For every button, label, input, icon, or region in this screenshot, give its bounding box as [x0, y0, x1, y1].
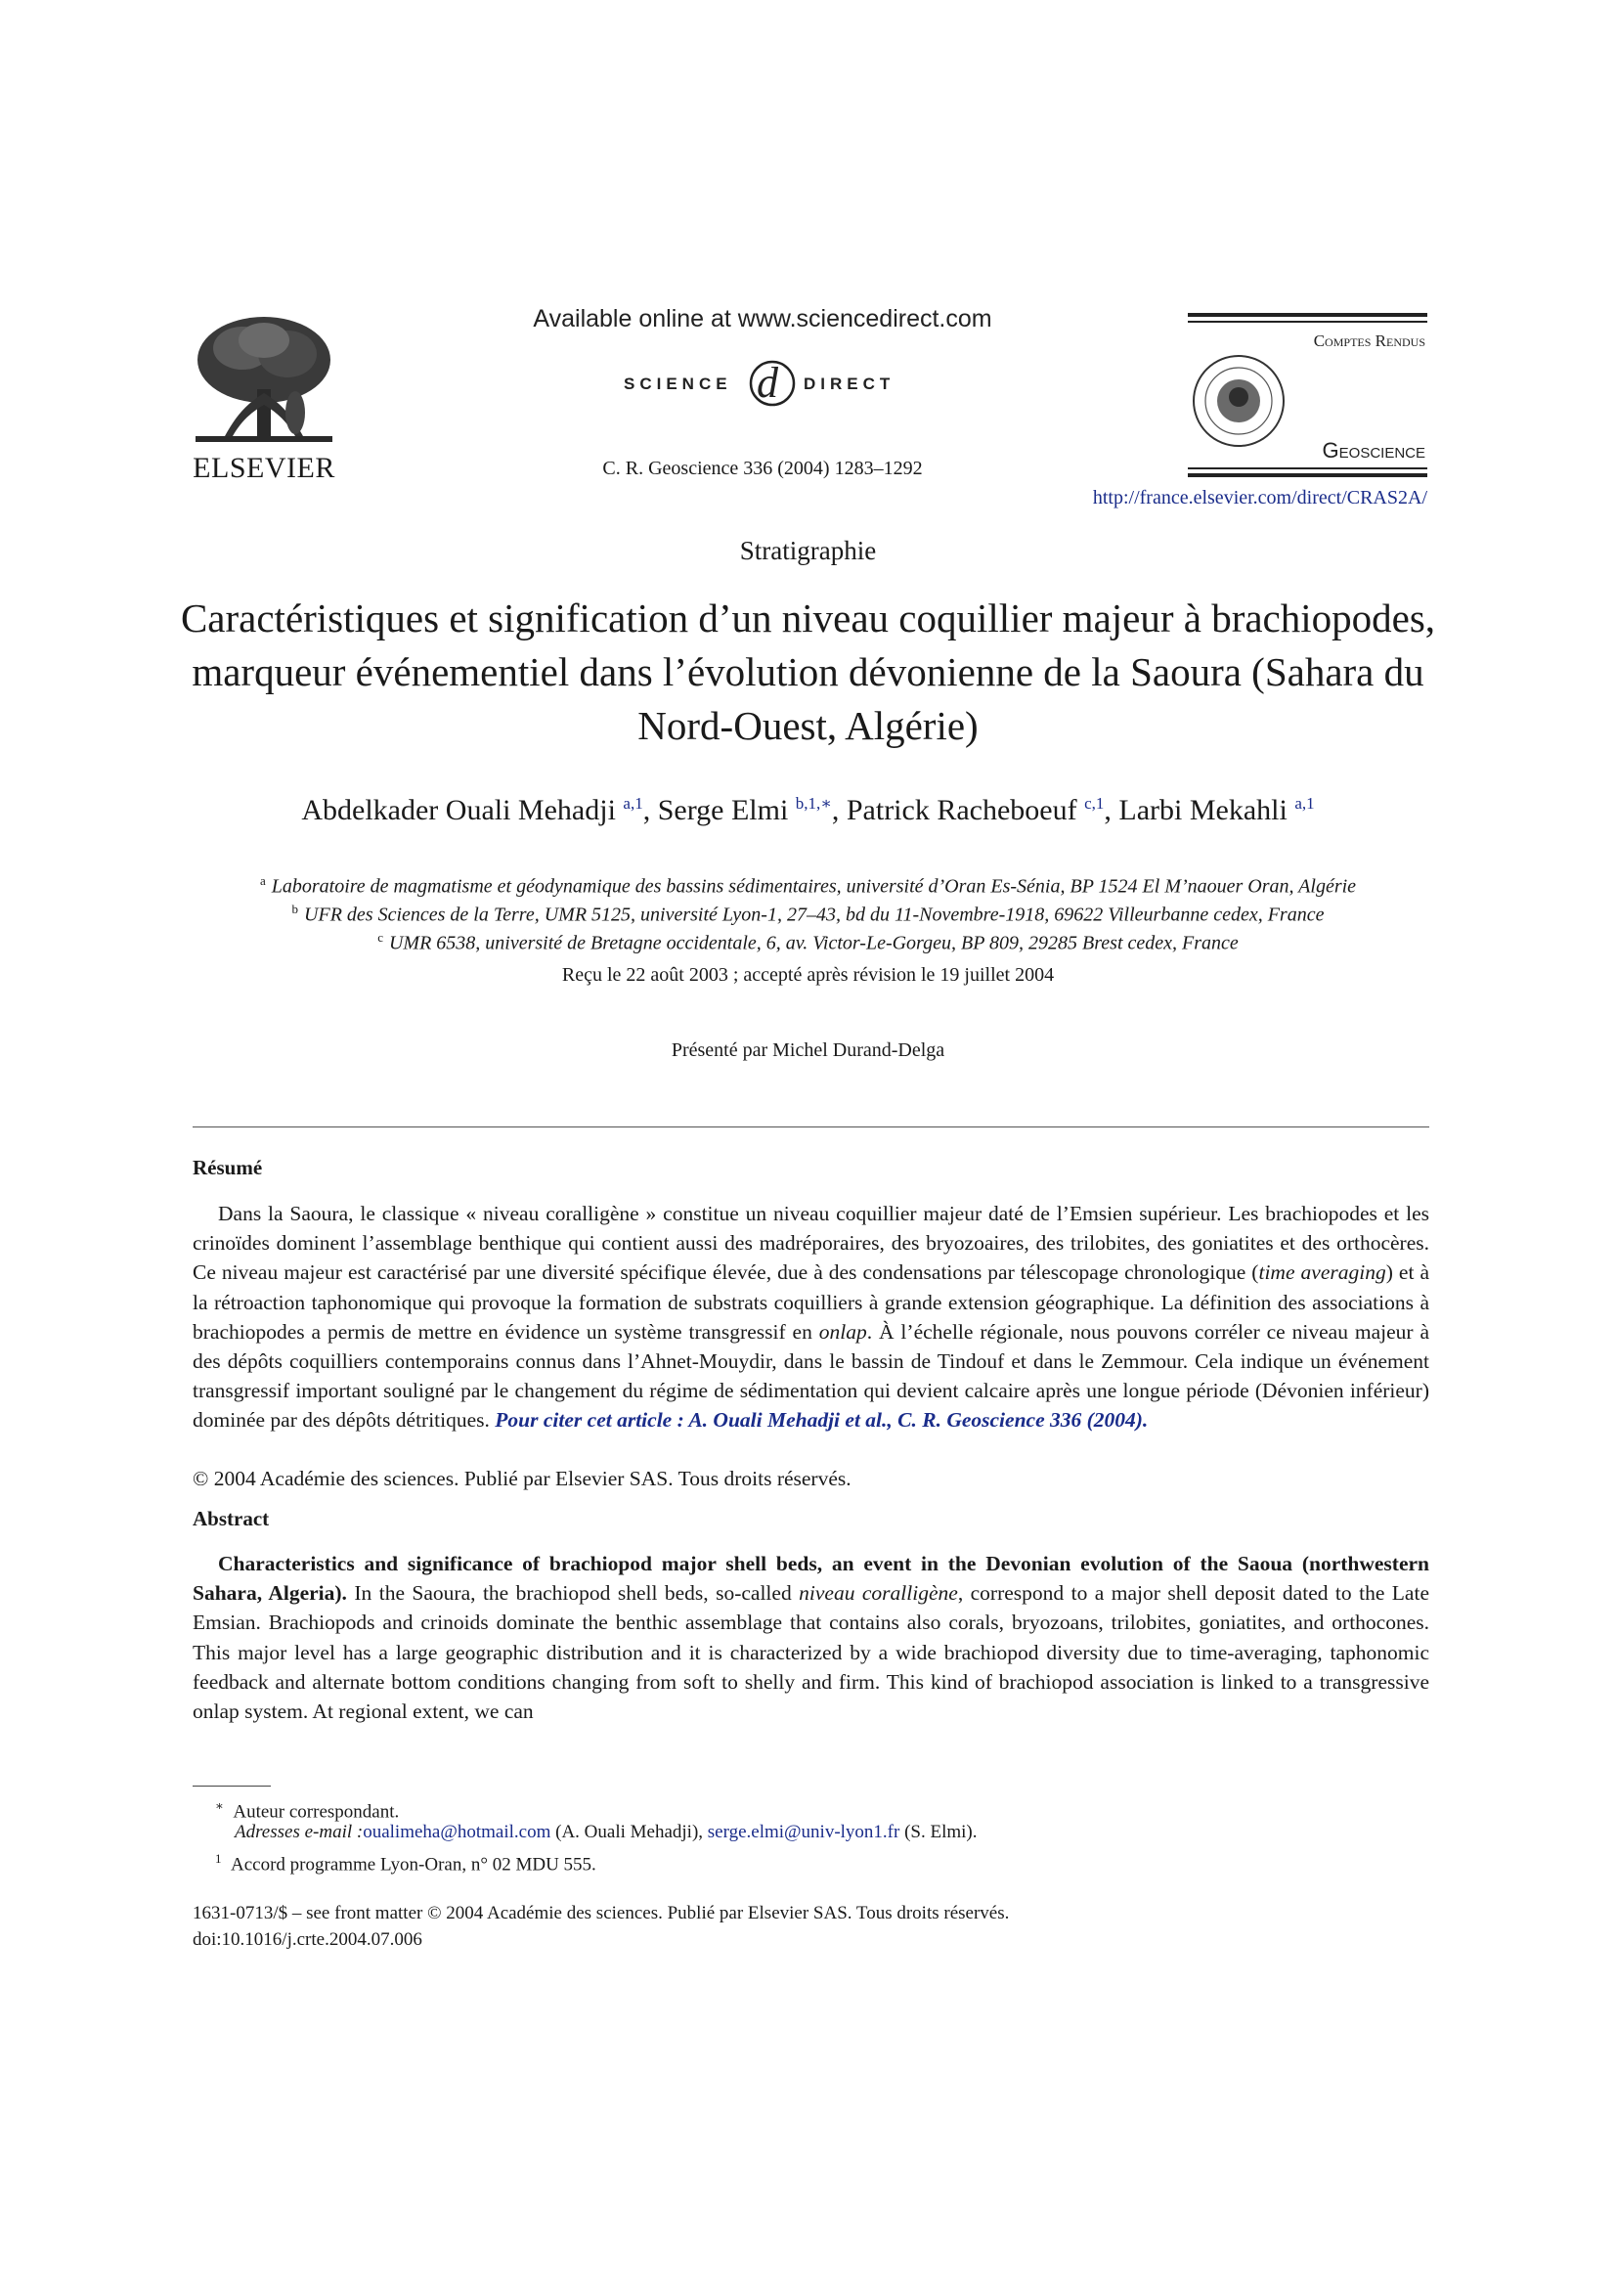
affiliation-text: UFR des Sciences de la Terre, UMR 5125, université Lyon-1, 27–43, bd du 11-Novembre-1918, 69622 Villeurbanne cedex, France — [304, 904, 1325, 926]
affiliation-mark: c — [377, 930, 383, 945]
affiliation-text: UMR 6538, université de Bretagne occidentale, 6, av. Victor-Le-Gorgeu, BP 809, 29285 Brest cedex, France — [388, 932, 1239, 954]
abstract-bold-title: Characteristics and significance of brachiopod major shell beds, an event in the Devonian evolution of the Saoua (northwestern Sahara, Algeria). — [193, 1552, 1429, 1606]
article-title: Caractéristiques et signification d’un niveau coquillier majeur à brachiopodes, marqueur événementiel dans l’évolution dévonienne de la Saoura (Sahara du Nord-Ouest, Algérie) — [180, 596, 1436, 748]
publisher-name: ELSEVIER — [193, 452, 335, 484]
footnote-divider — [193, 1786, 271, 1787]
resume-copyright: © 2004 Académie des sciences. Publié par Elsevier SAS. Tous droits réservés. — [193, 1467, 852, 1490]
resume-italic: time averaging — [1258, 1260, 1386, 1285]
section-heading: Stratigraphie — [739, 536, 877, 565]
author-name: Serge Elmi — [657, 794, 789, 826]
issn-copyright-line: 1631-0713/$ – see front matter © 2004 Académie des sciences. Publié par Elsevier SAS. Tous droits réservés. — [193, 1903, 1010, 1923]
presented-by: Présenté par Michel Durand-Delga — [671, 1039, 945, 1061]
author-affil-link[interactable]: c,1 — [1084, 794, 1105, 813]
author-list: Abdelkader Ouali Mehadji $^{a,1}$, Serge Elmi $^{b,1,∗}$, Patrick Racheboeuf $^{c,1}$, Larbi Mekahli $^{a,1}$ — [301, 794, 1315, 826]
journal-url-link[interactable]: http://france.elsevier.com/direct/CRAS2A/ — [1092, 487, 1427, 508]
abstract-italic: niveau coralligène — [799, 1581, 958, 1606]
resume-span: ) et à la rétroaction taphonomique qui provoque la formation de substrats coquilliers à grande extension géographique. La définition des associations à brachiopodes a permis de mettre en évidence un système transgressif en — [193, 1260, 1429, 1344]
author-affil-link[interactable]: a,1 — [1294, 794, 1315, 813]
abstract-text — [193, 1549, 1429, 1726]
resume-heading: Résumé — [193, 1156, 263, 1179]
footnote-text: Auteur correspondant. — [233, 1801, 400, 1823]
affiliation-text: Laboratoire de magmatisme et géodynamique des bassins sédimentaires, université d’Oran Es-Sénia, BP 1524 El M’naouer Oran, Algérie — [271, 875, 1357, 898]
svg-text:d: d — [757, 359, 778, 407]
footnote-mark: 1 — [215, 1851, 222, 1866]
email-link[interactable]: oualimeha@hotmail.com — [363, 1822, 551, 1842]
email-owner: (A. Ouali Mehadji), — [555, 1822, 704, 1842]
available-online-link[interactable]: Available online at www.sciencedirect.com — [533, 305, 992, 332]
abstract-span: In the Saoura, the brachiopod shell beds, so-called — [346, 1581, 800, 1606]
sciencedirect-logo — [616, 342, 929, 420]
citation-note: Pour citer cet article : A. Ouali Mehadji et al., C. R. Geoscience 336 (2004). — [495, 1408, 1149, 1433]
received-dates: Reçu le 22 août 2003 ; accepté après révision le 19 juillet 2004 — [561, 964, 1055, 986]
journal-reference: C. R. Geoscience 336 (2004) 1283–1292 — [602, 458, 923, 479]
cr-line2: Geoscience — [1322, 438, 1425, 463]
footnote-emails — [235, 1820, 978, 1844]
author-affil-link[interactable]: b,1,∗ — [795, 794, 832, 813]
author-name: Abdelkader Ouali Mehadji — [301, 794, 616, 826]
footnote-text: Accord programme Lyon-Oran, n° 02 MDU 555. — [231, 1854, 596, 1876]
resume-span: . À l’échelle régionale, nous pouvons corréler ce niveau majeur à des dépôts coquilliers contemporains connus dans l’Ahnet-Mouydir, dans le bassin de Tindouf et dans le Zemmour. Cela indique un événement transgressif important souligné par le changement du régime de sédimentation qui devient calcaire après une longue période (Dévonien inférieur) dominée par des dépôts détritiques. — [193, 1319, 1429, 1433]
footnote-one — [215, 1846, 596, 1877]
email-owner: (S. Elmi). — [904, 1822, 978, 1842]
sd-left-text: SCIENCE — [624, 375, 732, 393]
abstract-heading: Abstract — [193, 1507, 270, 1530]
affiliation — [166, 902, 1450, 927]
cr-line1: Comptes Rendus — [1313, 331, 1425, 350]
comptes-rendus-geoscience-logo — [1188, 311, 1427, 487]
affiliation-mark: a — [259, 873, 266, 888]
affiliation — [166, 873, 1450, 899]
resume-text — [193, 1199, 1429, 1435]
sd-right-text: DIRECT — [804, 375, 895, 393]
email-link[interactable]: serge.elmi@univ-lyon1.fr — [707, 1822, 900, 1842]
footnote-mark: ∗ — [215, 1798, 224, 1813]
affiliation — [166, 930, 1450, 955]
email-label: Adresses e-mail : — [235, 1822, 364, 1842]
author-name: Larbi Mekahli — [1118, 794, 1288, 826]
header-divider — [193, 1126, 1429, 1127]
doi-line[interactable]: doi:10.1016/j.crte.2004.07.006 — [193, 1929, 422, 1950]
author-affil-link[interactable]: a,1 — [623, 794, 643, 813]
author-name: Patrick Racheboeuf — [846, 794, 1077, 826]
resume-span: Dans la Saoura, le classique « niveau coralligène » constitue un niveau coquillier majeur daté de l’Emsien supérieur. Les brachiopodes et les crinoïdes dominent l’assemblage benthique qui contient aussi des madréporaires, des bryozoaires, des trilobites, des goniatites et des orthocères. Ce niveau majeur est caractérisé par une diversité spécifique élevée, due à des condensations par télescopage chronologique ( — [193, 1202, 1429, 1285]
abstract-span: , correspond to a major shell deposit dated to the Late Emsian. Brachiopods and crinoids dominate the benthic assemblage that contains also corals, bryozoans, trilobites, goniatites, and orthocones. This major level has a large geographic distribution and it is characterized by a wide brachiopod diversity due to time-averaging, taphonomic feedback and alternate bottom conditions changing from soft to shelly and firm. This kind of brachiopod association is linked to a transgressive onlap system. At regional extent, we can — [193, 1581, 1429, 1724]
resume-italic: onlap — [818, 1319, 867, 1344]
affiliation-mark: b — [291, 902, 299, 916]
